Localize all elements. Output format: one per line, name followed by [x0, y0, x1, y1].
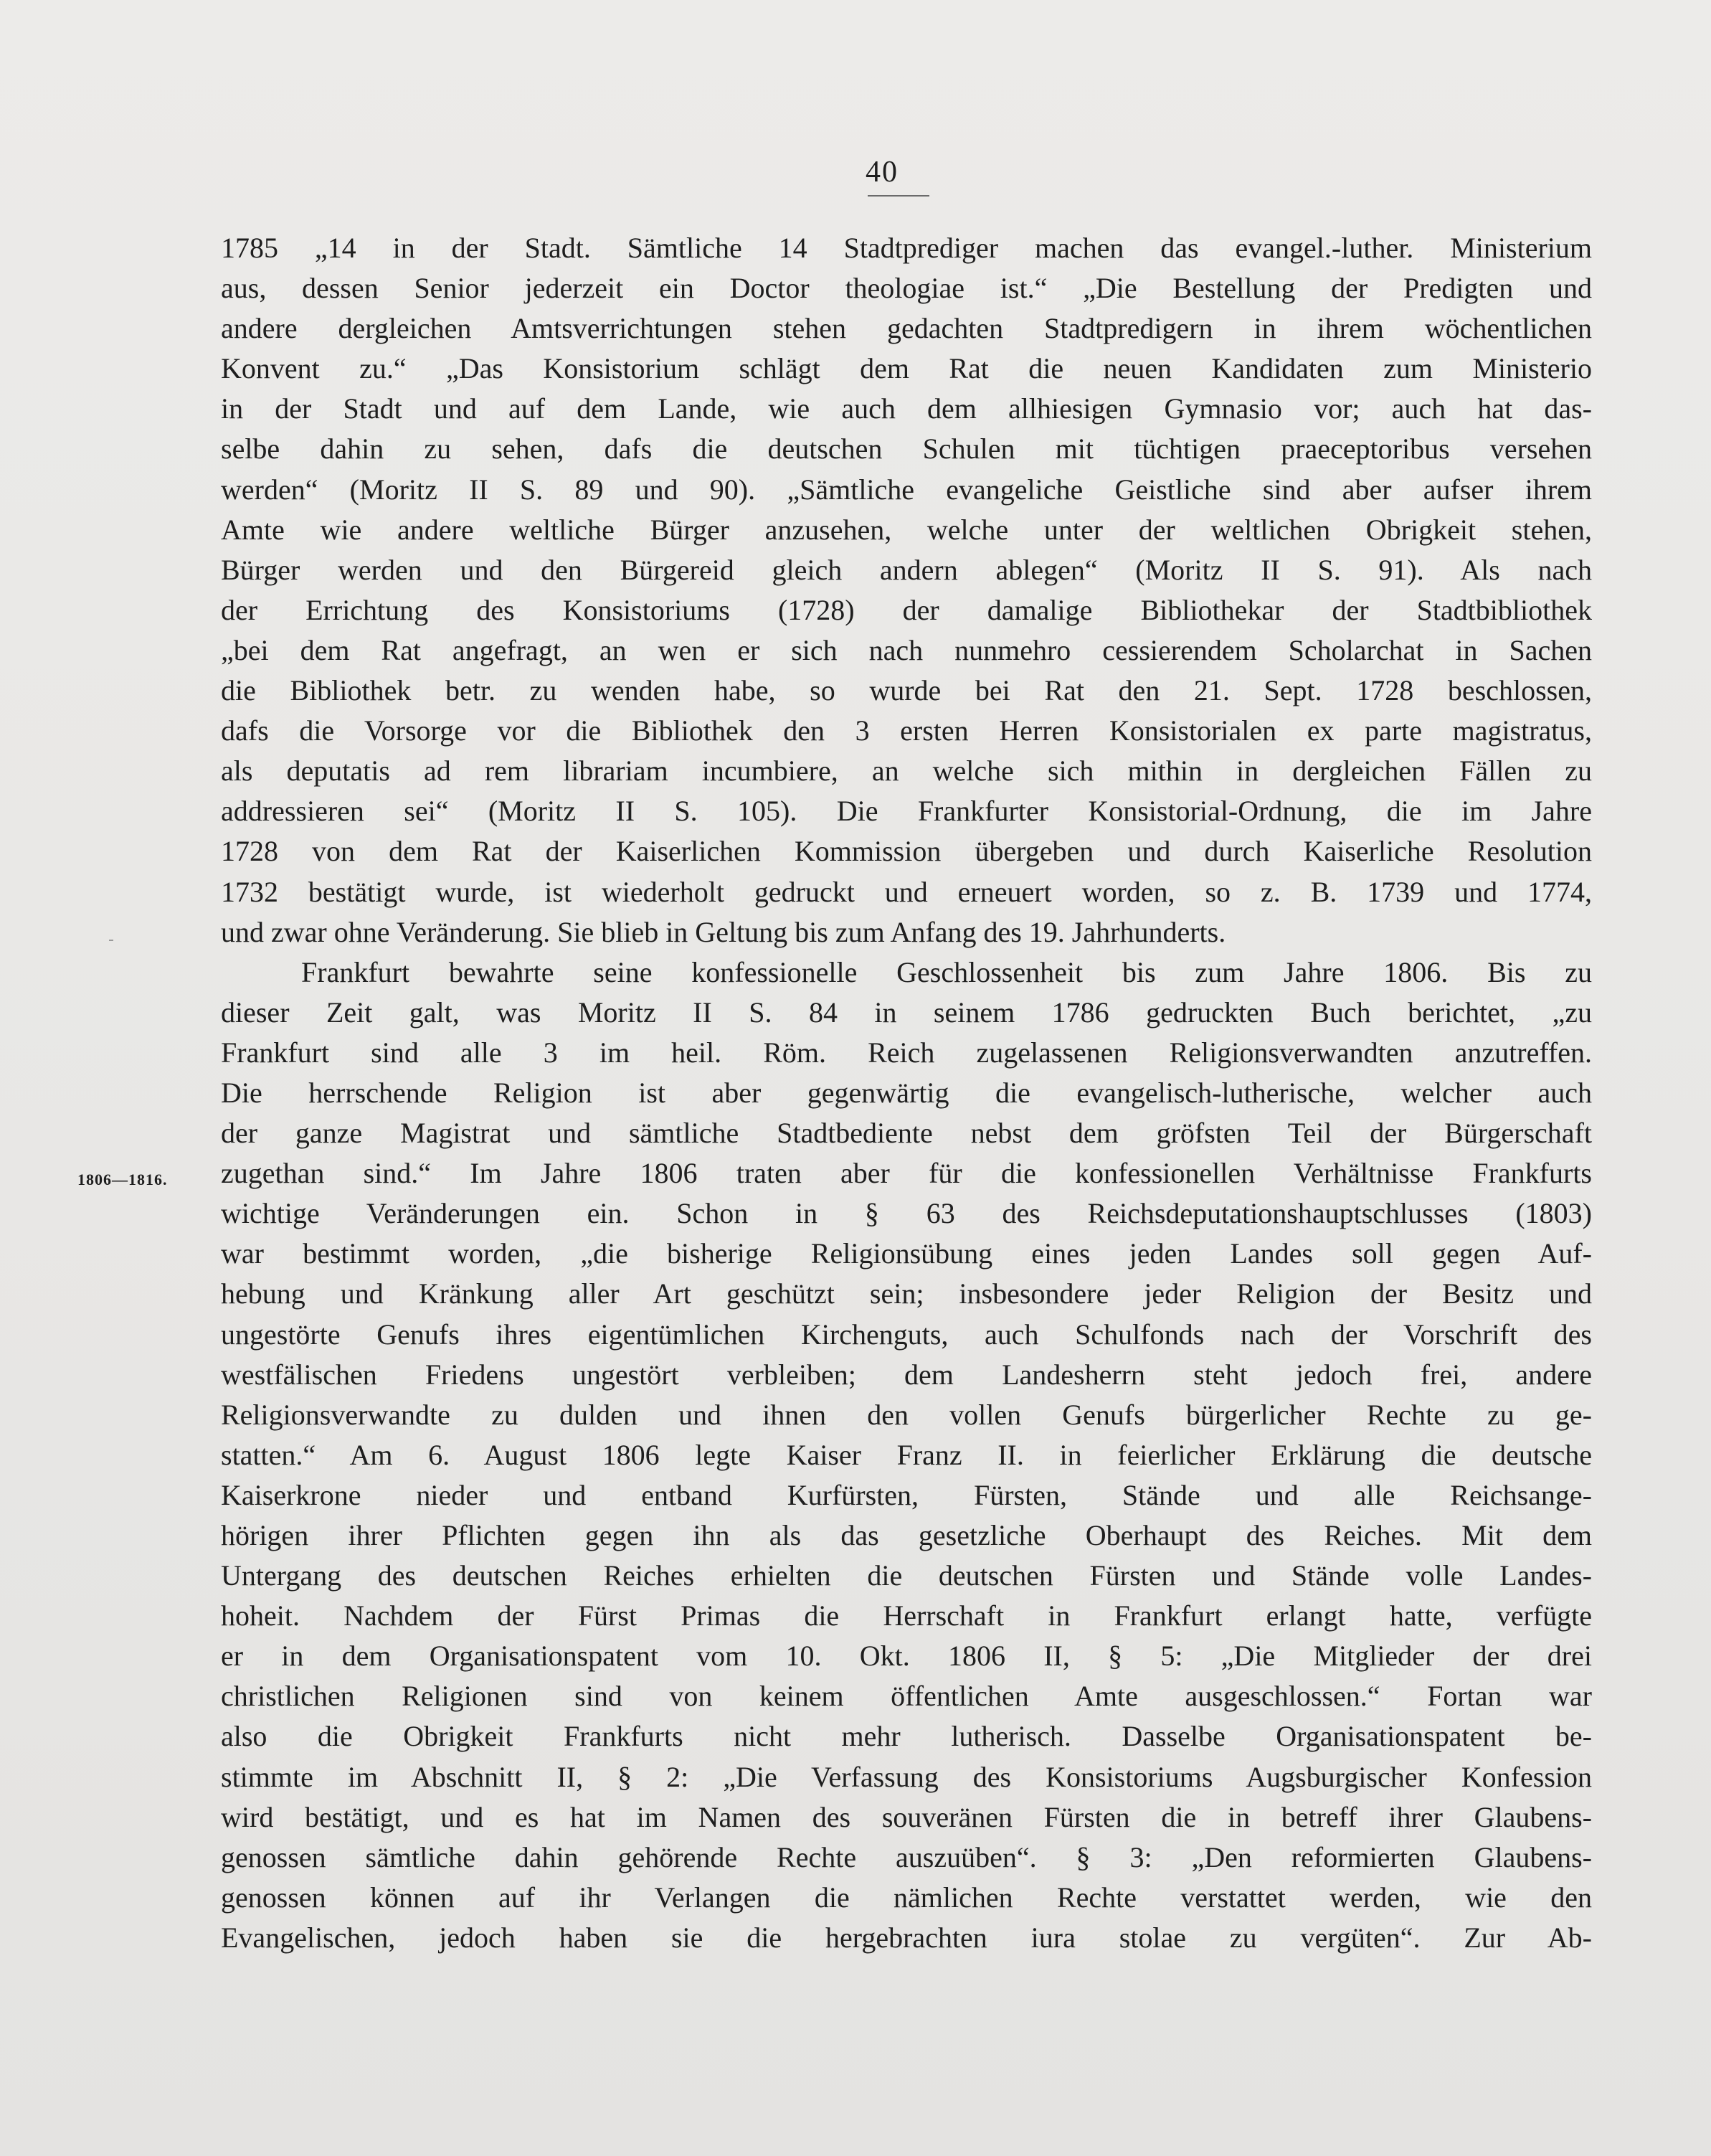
text-line: christlichen Religionen sind von keinem öffentlichen Amte ausgeschlossen.“ Fortan war	[221, 1680, 1592, 1713]
text-line: der ganze Magistrat und sämtliche Stadtbediente nebst dem gröfsten Teil der Bürgerschaft	[221, 1117, 1592, 1150]
text-line: stimmte im Abschnitt II, § 2: „Die Verfassung des Konsistoriums Augsburgischer Konfession	[221, 1760, 1592, 1793]
text-line: addressieren sei“ (Moritz II S. 105). Die Frankfurter Konsistorial-Ordnung, die im Jahre	[221, 795, 1592, 828]
margin-mark	[109, 940, 113, 941]
text-line: Frankfurt sind alle 3 im heil. Röm. Reich zugelassenen Religionsverwandten anzutreffen.	[221, 1036, 1592, 1069]
text-line: Amte wie andere weltliche Bürger anzusehen, welche unter der weltlichen Obrigkeit stehen,	[221, 513, 1592, 546]
text-line: hörigen ihrer Pflichten gegen ihn als das gesetzliche Oberhaupt des Reiches. Mit dem	[221, 1519, 1592, 1551]
text-line: 1785 „14 in der Stadt. Sämtliche 14 Stadtprediger machen das evangel.-luther. Ministerium	[221, 232, 1592, 264]
text-line: zugethan sind.“ Im Jahre 1806 traten aber für die konfessionellen Verhältnisse Frankfurts	[221, 1157, 1592, 1190]
text-line: als deputatis ad rem librariam incumbiere, an welche sich mithin in dergleichen Fällen zu	[221, 755, 1592, 788]
text-line: westfälischen Friedens ungestört verbleiben; dem Landesherrn steht jedoch frei, andere	[221, 1358, 1592, 1391]
page-number: 40	[866, 156, 899, 189]
text-line: Religionsverwandte zu dulden und ihnen den vollen Genufs bürgerlicher Rechte zu ge-	[221, 1398, 1592, 1431]
text-line: in der Stadt und auf dem Lande, wie auch dem allhiesigen Gymnasio vor; auch hat das-	[221, 392, 1592, 425]
text-line: ungestörte Genufs ihres eigentümlichen Kirchenguts, auch Schulfonds nach der Vorschrift des	[221, 1318, 1592, 1351]
text-line: 1728 von dem Rat der Kaiserlichen Kommission übergeben und durch Kaiserliche Resolution	[221, 835, 1592, 868]
text-line: Kaiserkrone nieder und entband Kurfürsten, Fürsten, Stände und alle Reichsange-	[221, 1478, 1592, 1511]
text-line: „bei dem Rat angefragt, an wen er sich nach nunmehro cessierendem Scholarchat in Sachen	[221, 633, 1592, 666]
text-line: hebung und Kränkung aller Art geschützt sein; insbesondere jeder Religion der Besitz und	[221, 1277, 1592, 1310]
text-line: selbe dahin zu sehen, dafs die deutschen Schulen mit tüchtigen praeceptoribus versehen	[221, 432, 1592, 465]
text-line: werden“ (Moritz II S. 89 und 90). „Sämtliche evangeliche Geistliche sind aber aufser ihrem	[221, 473, 1592, 506]
text-line: dafs die Vorsorge vor die Bibliothek den 3 ersten Herren Konsistorialen ex parte magistratus,	[221, 714, 1592, 747]
text-line: genossen können auf ihr Verlangen die nämlichen Rechte verstattet werden, wie den	[221, 1881, 1592, 1914]
body-text	[221, 228, 1592, 1958]
text-line: Konvent zu.“ „Das Konsistorium schlägt dem Rat die neuen Kandidaten zum Ministerio	[221, 352, 1592, 385]
text-line: Untergang des deutschen Reiches erhielten die deutschen Fürsten und Stände volle Landes-	[221, 1559, 1592, 1592]
text-line: also die Obrigkeit Frankfurts nicht mehr lutherisch. Dasselbe Organisationspatent be-	[221, 1720, 1592, 1753]
text-line: dieser Zeit galt, was Moritz II S. 84 in seinem 1786 gedruckten Buch berichtet, „zu	[221, 996, 1592, 1029]
text-line: Bürger werden und den Bürgereid gleich andern ablegen“ (Moritz II S. 91). Als nach	[221, 553, 1592, 586]
text-line: war bestimmt worden, „die bisherige Religionsübung eines jeden Landes soll gegen Auf-	[221, 1237, 1592, 1270]
text-line: aus, dessen Senior jederzeit ein Doctor theologiae ist.“ „Die Bestellung der Predigten und	[221, 272, 1592, 305]
margin-date-note: 1806—1816.	[77, 1171, 168, 1188]
text-line: Die herrschende Religion ist aber gegenwärtig die evangelisch-lutherische, welcher auch	[221, 1076, 1592, 1109]
text-line: der Errichtung des Konsistoriums (1728) der damalige Bibliothekar der Stadtbibliothek	[221, 593, 1592, 626]
text-line: Evangelischen, jedoch haben sie die hergebrachten iura stolae zu vergüten“. Zur Ab-	[221, 1921, 1592, 1954]
text-line: andere dergleichen Amtsverrichtungen stehen gedachten Stadtpredigern in ihrem wöchentlichen	[221, 312, 1592, 345]
text-line: und zwar ohne Veränderung. Sie blieb in Geltung bis zum Anfang des 19. Jahrhunderts.	[221, 915, 1226, 948]
text-line: er in dem Organisationspatent vom 10. Okt. 1806 II, § 5: „Die Mitglieder der drei	[221, 1640, 1592, 1673]
page-number-underline	[868, 195, 929, 197]
text-line: genossen sämtliche dahin gehörende Rechte auszuüben“. § 3: „Den reformierten Glaubens-	[221, 1840, 1592, 1873]
text-line: wird bestätigt, und es hat im Namen des souveränen Fürsten die in betreff ihrer Glaubens-	[221, 1800, 1592, 1833]
text-line: hoheit. Nachdem der Fürst Primas die Herrschaft in Frankfurt erlangt hatte, verfügte	[221, 1599, 1592, 1632]
text-line: die Bibliothek betr. zu wenden habe, so wurde bei Rat den 21. Sept. 1728 beschlossen,	[221, 674, 1592, 707]
text-line: wichtige Veränderungen ein. Schon in § 63 des Reichsdeputationshauptschlusses (1803)	[221, 1197, 1592, 1230]
text-line: Frankfurt bewahrte seine konfessionelle Geschlossenheit bis zum Jahre 1806. Bis zu	[301, 955, 1592, 988]
text-line: statten.“ Am 6. August 1806 legte Kaiser Franz II. in feierlicher Erklärung die deutsche	[221, 1438, 1592, 1471]
text-line: 1732 bestätigt wurde, ist wiederholt gedruckt und erneuert worden, so z. B. 1739 und 1774,	[221, 875, 1592, 908]
